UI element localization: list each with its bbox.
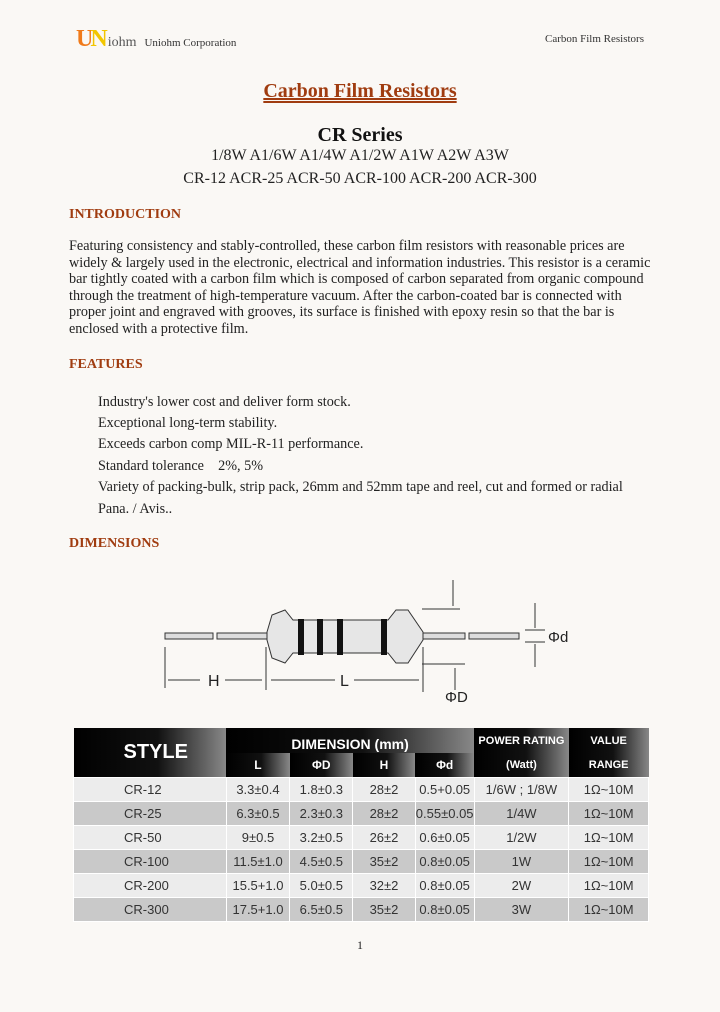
header-phi-d-lead: Φd [415,753,474,777]
header-power-rating: POWER RATING [474,728,569,753]
cell-h: 28±2 [353,801,416,825]
cell-style: CR-100 [74,849,227,873]
cell-value-range: 1Ω~10M [569,849,649,873]
cell-l: 9±0.5 [226,825,290,849]
header-doc-title: Carbon Film Resistors [544,33,644,45]
header-watt: (Watt) [474,753,569,777]
cell-phi-d-body: 1.8±0.3 [290,777,353,801]
resistor-dimension-diagram [150,570,580,710]
cell-l: 3.3±0.4 [226,777,290,801]
cell-value-range: 1Ω~10M [569,873,649,897]
cell-power-rating: 1/6W ; 1/8W [474,777,569,801]
feature-item: Exceeds carbon comp MIL-R-11 performance. [98,436,364,453]
header-range: RANGE [569,753,649,777]
cell-power-rating: 1/2W [474,825,569,849]
cell-power-rating: 1/4W [474,801,569,825]
dimensions-table [73,728,649,922]
dimension-label-phi-d-body: ΦD [445,689,468,706]
cell-h: 28±2 [353,777,416,801]
feature-item: Exceptional long-term stability. [98,414,278,431]
cell-phi-d-body: 2.3±0.3 [290,801,353,825]
feature-item: Industry's lower cost and deliver form stock. [98,393,351,410]
header-l: L [226,753,290,777]
cell-power-rating: 3W [474,897,569,921]
table-row [74,801,649,825]
cell-h: 26±2 [353,825,416,849]
series-wattages: 1/8W A1/6W A1/4W A1/2W A1W A2W A3W [211,147,509,164]
header-dimension: DIMENSION (mm) [226,728,474,753]
table-row [74,825,649,849]
cell-power-rating: 1W [474,849,569,873]
cell-phi-d-lead: 0.8±0.05 [415,849,474,873]
series-name: CR Series [317,124,403,146]
cell-l: 17.5+1.0 [226,897,290,921]
table-row [74,777,649,801]
features-heading: FEATURES [69,356,143,372]
dimension-label-l: L [340,673,349,690]
uniohm-logo: UNiohm [76,26,137,52]
cell-l: 6.3±0.5 [226,801,290,825]
feature-item: Pana. / Avis.. [98,500,173,517]
table-row [74,873,649,897]
cell-l: 11.5±1.0 [226,849,290,873]
cell-phi-d-lead: 0.8±0.05 [415,897,474,921]
cell-h: 32±2 [353,873,416,897]
cell-power-rating: 2W [474,873,569,897]
cell-phi-d-body: 4.5±0.5 [290,849,353,873]
features-list [69,392,654,520]
company-name: Uniohm Corporation [144,37,237,49]
cell-style: CR-25 [74,801,227,825]
cell-phi-d-lead: 0.5+0.05 [415,777,474,801]
body-text [69,207,654,552]
cell-h: 35±2 [353,849,416,873]
cell-phi-d-lead: 0.6±0.05 [415,825,474,849]
cell-value-range: 1Ω~10M [569,897,649,921]
cell-phi-d-body: 3.2±0.5 [290,825,353,849]
series-models: CR-12 ACR-25 ACR-50 ACR-100 ACR-200 ACR-300 [183,170,537,187]
cell-value-range: 1Ω~10M [569,777,649,801]
cell-style: CR-12 [74,777,227,801]
feature-item: Standard tolerance 2%, 5% [98,457,264,474]
header-brand [76,27,236,55]
introduction-text: Featuring consistency and stably-controlled, these carbon film resistors with reasonable prices are widely & largely used in the electronic, electrical and information industries. This resistor is a ceramic bar tightly coated with a carbon film which is composed of carbon separated from organic compound through the treatment of high-temperature vacuum. After the carbon-coated bar is connected with proper joint and engraved with grooves, its surface is finished with epoxy resin so that the bar is enclosed with a protective film. [69,238,651,337]
cell-value-range: 1Ω~10M [569,801,649,825]
introduction-heading: INTRODUCTION [69,207,182,222]
header-phi-d-body: ΦD [290,753,353,777]
header-h: H [353,753,416,777]
header-style: STYLE [74,728,227,777]
page-number: 1 [357,938,363,952]
cell-phi-d-body: 5.0±0.5 [290,873,353,897]
table-row [74,849,649,873]
cell-phi-d-lead: 0.8±0.05 [415,873,474,897]
dimension-label-phi-d-lead: Φd [548,629,569,646]
cell-style: CR-200 [74,873,227,897]
cell-phi-d-lead: 0.55±0.05 [415,801,474,825]
dimensions-heading: DIMENSIONS [69,536,160,551]
feature-item: Variety of packing-bulk, strip pack, 26mm and 52mm tape and reel, cut and formed or radial [98,479,623,496]
header-value: VALUE [569,728,649,753]
cell-style: CR-50 [74,825,227,849]
cell-h: 35±2 [353,897,416,921]
cell-style: CR-300 [74,897,227,921]
table-row [74,897,649,921]
page-title: Carbon Film Resistors [263,80,457,102]
dimension-label-h: H [208,673,220,690]
cell-l: 15.5+1.0 [226,873,290,897]
cell-phi-d-body: 6.5±0.5 [290,897,353,921]
cell-value-range: 1Ω~10M [569,825,649,849]
